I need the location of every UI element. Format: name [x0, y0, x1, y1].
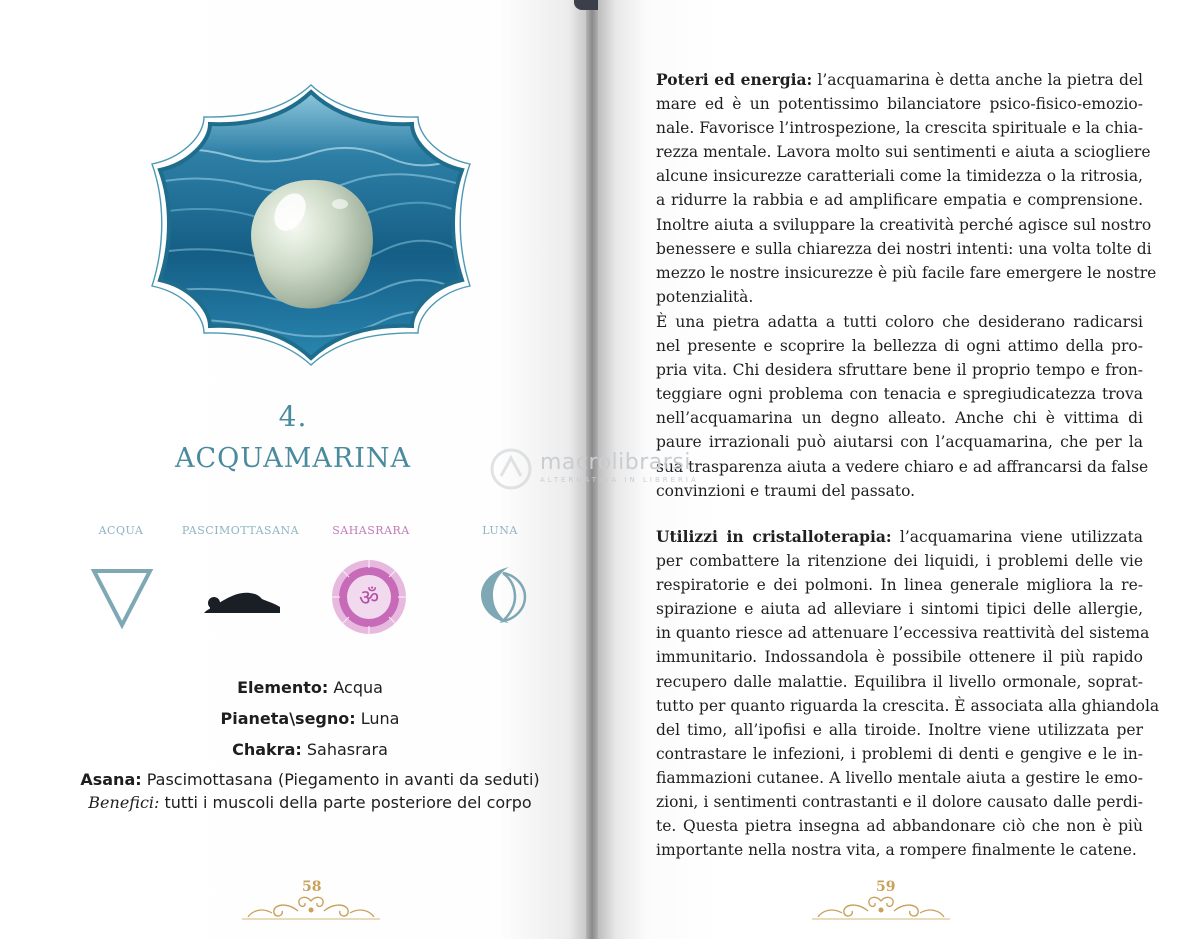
text-line: a ridurre la rabbia e ad amplificare empatia e comprensione.	[656, 191, 1143, 210]
pianeta-label: Pianeta\segno:	[220, 709, 356, 728]
water-element-triangle-icon	[90, 565, 154, 629]
ornament-flourish-left	[242, 893, 380, 923]
text-line: in quanto riesce ad attenuare l’eccessiva reattività del sistema	[656, 624, 1150, 643]
text-line: fiammazioni cutanee. A livello mentale aiuta a gestire le emo-	[656, 768, 1143, 787]
benefici-value: tutti i muscoli della parte posteriore del corpo	[164, 793, 532, 812]
text-line: nale. Favorisce l’introspezione, la crescita spirituale e la chia-	[656, 119, 1144, 138]
text-line: rezza mentale. Lavora molto sui sentimenti e aiuta a sciogliere	[656, 143, 1151, 162]
benefici-label: Benefici:	[88, 793, 160, 812]
text-line: te. Questa pietra insegna ad abbandonare ciò che non è più	[656, 817, 1143, 836]
asana-label: Asana:	[80, 770, 142, 789]
text-line: spirazione e aiuta ad alleviare i sintomi tipici delle allergie,	[656, 600, 1143, 619]
text-line: importante nella nostra vita, a rompere finalmente le catene.	[656, 841, 1137, 860]
text-line: nell’acquamarina un degno alleato. Anche chi è vittima di	[656, 409, 1143, 428]
pianeta-value: Luna	[360, 709, 400, 728]
attribute-asana	[0, 770, 620, 789]
section-poteri	[656, 68, 1157, 309]
text-line: recupero dalle malattie. Equilibra il livello ormonale, soprat-	[656, 672, 1143, 691]
chakra-value: Sahasrara	[306, 740, 388, 759]
text-line: benessere e sulla chiarezza dei nostri intenti: una volta tolte di	[656, 239, 1152, 258]
text-line: paure irrazionali può aiutarsi con l’acquamarina, che per la	[656, 433, 1143, 452]
asana-value: Pascimottasana (Piegamento in avanti da seduti)	[146, 770, 540, 789]
chapter-title: ACQUAMARINA	[175, 443, 411, 474]
chapter-number: 4.	[278, 400, 308, 433]
text-line: mezzo le nostre insicurezze è più facile fare emergere le nostre	[656, 263, 1157, 282]
text-line: nel presente e scoprire la bellezza di ogni attimo della pro-	[656, 337, 1143, 356]
page-number-left: 58	[302, 879, 322, 895]
section-heading-utilizzi: Utilizzi in cristalloterapia:	[656, 527, 892, 546]
text-line: pria vita. Chi desidera sfruttare bene il proprio tempo e fron-	[656, 361, 1143, 380]
ornament-flourish-right	[812, 893, 950, 923]
elemento-value: Acqua	[333, 678, 383, 697]
attribute-benefits	[0, 793, 620, 812]
text-line: È una pietra adatta a tutti coloro che desiderano radicarsi	[656, 313, 1143, 331]
attribute-planet	[0, 709, 620, 728]
text-line: Utilizzi in cristalloterapia: l’acquamarina viene utilizzata	[656, 527, 1143, 546]
crescent-moon-icon	[473, 563, 533, 627]
aquamarine-stone-illustration	[150, 84, 472, 366]
text-line: mare ed è un potentissimo bilanciatore psico-fisico-emozio-	[656, 95, 1143, 114]
section-poteri-paragraph-2	[656, 310, 1149, 503]
symbol-label-chakra: SAHASRARA	[332, 524, 410, 537]
svg-text:ॐ: ॐ	[358, 586, 380, 611]
text-line: contrastare le infezioni, i problemi di denti e gengive e le in-	[656, 744, 1143, 763]
section-heading-poteri: Poteri ed energia:	[656, 70, 813, 89]
text-line: convinzioni e traumi del passato.	[656, 481, 916, 500]
text-line: alcune insicurezze caratteriali come la timidezza o la ritrosia,	[656, 167, 1143, 186]
watermark-brand: macrolibrarsi	[540, 450, 691, 475]
text-line: Inoltre aiuta a sviluppare la creatività perché agisce sul nostro	[656, 215, 1152, 234]
text-line: sua trasparenza aiuta a vedere chiaro e ad affrancarsi da false	[656, 457, 1149, 476]
attribute-chakra	[0, 740, 620, 759]
text-line: tutto per quanto riguarda la crescita. È associata alla ghiandola	[656, 696, 1160, 715]
text-line: Poteri ed energia: l’acquamarina è detta anche la pietra del	[656, 70, 1143, 89]
chakra-label: Chakra:	[232, 740, 302, 759]
text-line: per combattere la ritenzione dei liquidi, i problemi delle vie	[656, 552, 1143, 571]
text-line: potenzialità.	[656, 287, 754, 306]
attribute-element	[0, 678, 620, 697]
text-line: respiratorie e dei polmoni. In linea generale migliora la re-	[656, 576, 1143, 595]
watermark-tagline: ALTERNATIVA IN LIBRERIA	[540, 476, 699, 484]
symbol-label-element: ACQUA	[98, 524, 144, 537]
crown-chakra-icon	[330, 558, 408, 636]
elemento-label: Elemento:	[237, 678, 329, 697]
text-line: del timo, all’ipofisi e alla tiroide. Inoltre viene utilizzata per	[656, 720, 1143, 739]
text-line: teggiare ogni problema con tenacia e spregiudicatezza trova	[656, 385, 1143, 404]
forward-bend-pose-icon	[200, 585, 284, 615]
text-line: immunitario. Indossandola è possibile ottenere il più rapido	[656, 648, 1143, 667]
symbol-label-planet: LUNA	[482, 524, 518, 537]
text-line: zioni, i sentimenti contrastanti e il dolore causato dalle perdi-	[656, 793, 1143, 812]
watermark-logo-icon	[488, 446, 534, 492]
symbol-label-asana: PASCIMOTTASANA	[181, 524, 300, 537]
section-utilizzi	[656, 525, 1160, 862]
page-number-right: 59	[876, 879, 896, 895]
